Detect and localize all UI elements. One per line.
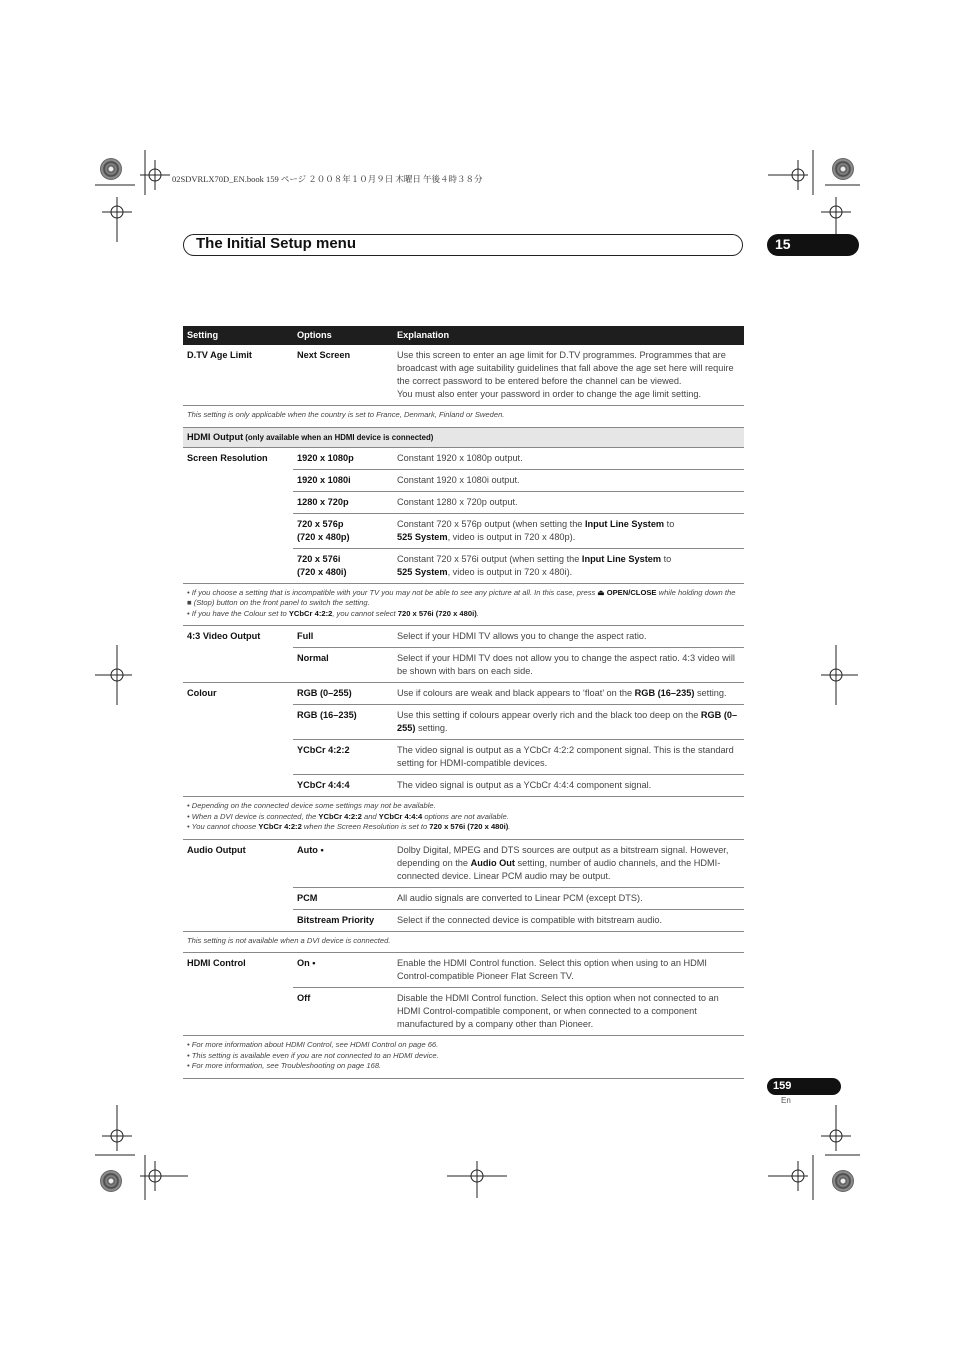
explanation: The video signal is output as a YCbCr 4:2:2 component signal. This is the standard setting for HDMI-compatible devices. <box>393 740 744 775</box>
option-name: 720 x 576p (720 x 480p) <box>293 513 393 548</box>
explanation: Use this setting if colours appear overly rich and the black too deep on the RGB (0–255) setting. <box>393 705 744 740</box>
table-row <box>183 683 744 705</box>
explanation: Enable the HDMI Control function. Select this option when using to an HDMI Control-compatible Pioneer Flat Screen TV. <box>393 953 744 988</box>
explanation: Use this screen to enter an age limit for D.TV programmes. Programmes that are broadcast with age suitability guidelines that fall above the age set here will require the correct password to be entered before the channel can be viewed. You must also enter your password in order to change the age limit setting. <box>393 345 744 406</box>
setting-name: 4:3 Video Output <box>183 626 293 683</box>
setting-name: Audio Output <box>183 839 293 931</box>
table-note: • Depending on the connected device some settings may not be available. • When a DVI device is connected, the YCbCr 4:2:2 and YCbCr 4:4:4 options are not available. • You cannot choose YCbCr 4:2:2 when the Screen Resolution is set to 720 x 576i (720 x 480i). <box>183 797 744 840</box>
option-name: Bitstream Priority <box>293 909 393 931</box>
table-row <box>183 447 744 469</box>
explanation: Constant 1280 x 720p output. <box>393 491 744 513</box>
explanation: Constant 720 x 576p output (when setting the Input Line System to 525 System, video is output in 720 x 480p). <box>393 513 744 548</box>
table-note: • If you choose a setting that is incompatible with your TV you may not be able to see any picture at all. In this case, press ⏏ OPEN/CLOSE while holding down the ■ (Stop) button on the front panel to switch the setting. • If you have the Colour set to YCbCr 4:2:2, you cannot select 720 x 576i (720 x 480i). <box>183 583 744 626</box>
option-name: Off <box>293 988 393 1036</box>
explanation: Select if your HDMI TV does not allow you to change the aspect ratio. 4:3 video will be shown with bars on each side. <box>393 648 744 683</box>
table-note: This setting is not available when a DVI device is connected. <box>183 931 744 953</box>
explanation: Constant 720 x 576i output (when setting the Input Line System to 525 System, video is output in 720 x 480i). <box>393 548 744 583</box>
column-header-setting: Setting <box>183 326 293 345</box>
settings-table <box>183 326 744 1079</box>
chapter-number: 15 <box>775 236 791 252</box>
option-name: Normal <box>293 648 393 683</box>
section-subtitle: (only available when an HDMI device is connected) <box>243 432 434 442</box>
option-name: 720 x 576i (720 x 480i) <box>293 548 393 583</box>
table-row <box>183 839 744 887</box>
setting-name: HDMI Control <box>183 953 293 1036</box>
explanation: The video signal is output as a YCbCr 4:4:4 component signal. <box>393 775 744 797</box>
explanation: Constant 1920 x 1080p output. <box>393 447 744 469</box>
option-name: RGB (16–235) <box>293 705 393 740</box>
option-name: YCbCr 4:4:4 <box>293 775 393 797</box>
option-name: On • <box>293 953 393 988</box>
explanation: Select if the connected device is compatible with bitstream audio. <box>393 909 744 931</box>
setting-name: D.TV Age Limit <box>183 345 293 406</box>
option-name: RGB (0–255) <box>293 683 393 705</box>
column-header-options: Options <box>293 326 393 345</box>
setting-name: Colour <box>183 683 293 797</box>
page-title: The Initial Setup menu <box>196 235 357 252</box>
option-name: YCbCr 4:2:2 <box>293 740 393 775</box>
section-title: HDMI Output <box>187 431 244 442</box>
explanation: Use if colours are weak and black appears to ‘float’ on the RGB (16–235) setting. <box>393 683 744 705</box>
table-note: • For more information about HDMI Control, see HDMI Control on page 66. • This setting is available even if you are not connected to an HDMI device. • For more information, see Troubleshooting on page 168. <box>183 1036 744 1079</box>
page-language: En <box>781 1096 791 1105</box>
option-name: 1920 x 1080i <box>293 469 393 491</box>
setting-name: Screen Resolution <box>183 447 293 583</box>
page-number: 159 <box>773 1080 792 1092</box>
option-name: PCM <box>293 887 393 909</box>
explanation: Constant 1920 x 1080i output. <box>393 469 744 491</box>
option-name: 1280 x 720p <box>293 491 393 513</box>
explanation: Dolby Digital, MPEG and DTS sources are output as a bitstream signal. However, depending on the Audio Out setting, number of audio channels, and the HDMI-connected device. Linear PCM audio may be output. <box>393 839 744 887</box>
explanation: Disable the HDMI Control function. Select this option when not connected to an HDMI Control-compatible component, or when connected to a component manufactured by a company other than Pioneer. <box>393 988 744 1036</box>
book-file-line: 02SDVRLX70D_EN.book 159 ページ ２００８年１０月９日 木曜日 午後４時３８分 <box>172 174 483 184</box>
option-name: 1920 x 1080p <box>293 447 393 469</box>
table-row <box>183 953 744 988</box>
option-name: Auto • <box>293 839 393 887</box>
option-name: Next Screen <box>293 345 393 406</box>
option-name: Full <box>293 626 393 648</box>
table-note: This setting is only applicable when the country is set to France, Denmark, Finland or Sweden. <box>183 406 744 428</box>
table-row <box>183 626 744 648</box>
table-header-row <box>183 326 744 345</box>
section-heading-row <box>183 427 744 447</box>
column-header-explanation: Explanation <box>393 326 744 345</box>
explanation: Select if your HDMI TV allows you to change the aspect ratio. <box>393 626 744 648</box>
table-row <box>183 345 744 406</box>
explanation: All audio signals are converted to Linear PCM (except DTS). <box>393 887 744 909</box>
